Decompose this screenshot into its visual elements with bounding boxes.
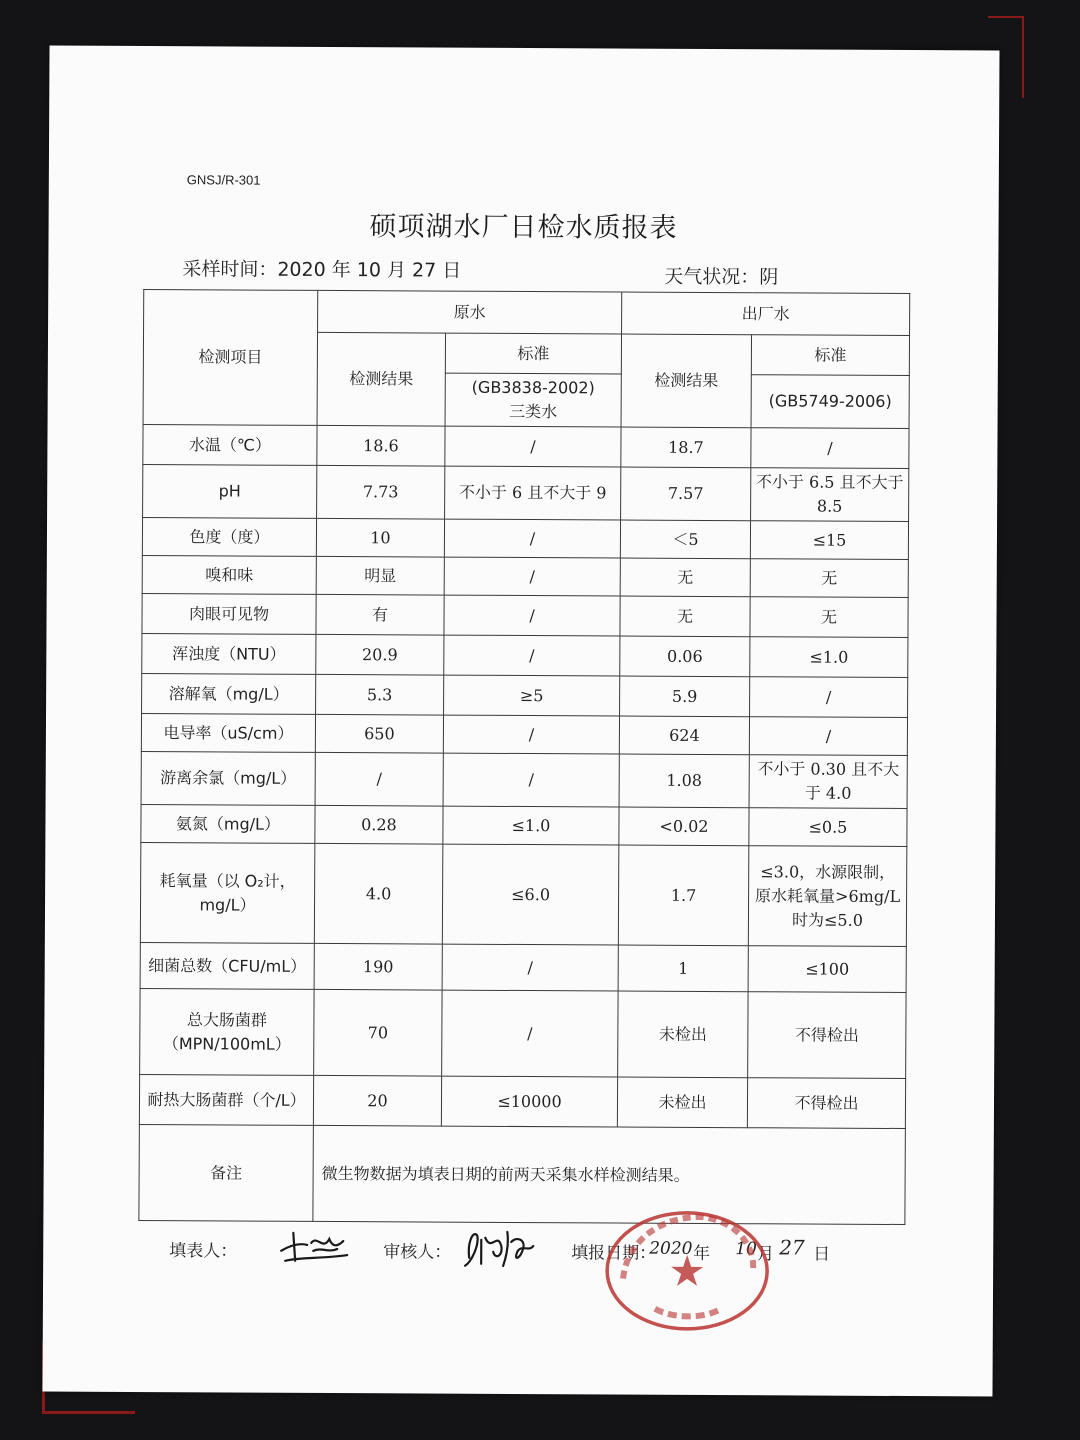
report-paper: [42, 46, 999, 1397]
raw-standard-cell: /: [442, 990, 618, 1077]
remark-text: 微生物数据为填表日期的前两天采集水样检测结果。: [313, 1125, 906, 1224]
water-quality-table: [138, 289, 910, 1225]
out-standard-cell: 不得检出: [748, 992, 906, 1079]
raw-result-cell: 10: [316, 518, 444, 557]
raw-result-cell: 5.3: [316, 674, 444, 715]
out-result-cell: 5.9: [620, 676, 750, 717]
row-item-cell: 肉眼可见物: [142, 594, 316, 635]
table-row: [142, 634, 908, 678]
date-year: 2020: [649, 1238, 693, 1259]
document-code: GNSJ/R-301: [186, 172, 261, 188]
out-standard-cell: 不小于 0.30 且不大于 4.0: [749, 755, 907, 809]
header-raw-result: 检测结果: [317, 332, 445, 426]
out-result-cell: 7.57: [621, 467, 751, 521]
raw-standard-cell: /: [444, 519, 620, 558]
raw-standard-cell: ≤6.0: [442, 844, 619, 945]
out-standard-cell: ≤100: [748, 946, 906, 993]
out-result-cell: 无: [620, 558, 750, 597]
table-row: [140, 843, 907, 947]
row-item-cell: 浑浊度（NTU）: [142, 634, 316, 675]
out-standard-cell: /: [751, 428, 909, 469]
row-item-cell: 溶解氧（mg/L）: [142, 674, 316, 715]
date-day: 27: [779, 1235, 805, 1260]
report-title: 硕项湖水厂日检水质报表: [369, 211, 678, 244]
header-raw-water: 原水: [318, 290, 622, 334]
weather-status: 天气状况：阴: [664, 265, 779, 289]
date-month-char: 月: [757, 1244, 775, 1265]
reviewer-signature: [459, 1222, 541, 1274]
raw-result-cell: /: [315, 752, 443, 806]
table-row: [141, 752, 907, 809]
raw-result-cell: 18.6: [317, 425, 445, 466]
raw-result-cell: 7.73: [317, 465, 445, 519]
table-row: [142, 674, 908, 718]
raw-result-cell: 0.28: [315, 805, 443, 844]
out-result-cell: 无: [620, 596, 750, 637]
row-item-cell: 细菌总数（CFU/mL）: [140, 943, 314, 990]
raw-result-cell: 70: [314, 989, 442, 1076]
out-standard-cell: 无: [750, 597, 908, 638]
raw-standard-cell: /: [443, 753, 619, 807]
out-result-cell: 1.7: [618, 845, 749, 946]
out-standard-cell: ≤0.5: [749, 808, 907, 847]
out-result-cell: 18.7: [621, 427, 751, 468]
out-result-cell: 1.08: [619, 754, 749, 808]
table-body: [139, 425, 909, 1129]
raw-result-cell: 20: [313, 1075, 441, 1126]
raw-result-cell: 明显: [316, 556, 444, 595]
remark-label: 备注: [139, 1125, 314, 1222]
sampling-time: 采样时间：2020 年 10 月 27 日: [182, 258, 462, 282]
raw-standard-cell: 不小于 6 且不大于 9: [445, 466, 621, 520]
row-item-cell: 水温（℃）: [143, 425, 317, 466]
out-standard-cell: /: [750, 677, 908, 718]
table-row: [142, 556, 908, 598]
table-row: [141, 805, 907, 847]
out-result-cell: 未检出: [617, 1077, 747, 1128]
date-day-char: 日: [813, 1244, 831, 1265]
raw-standard-cell: ≤1.0: [443, 806, 619, 845]
row-item-cell: 游离余氯（mg/L）: [141, 752, 315, 806]
header-raw-standard: 标准: [445, 333, 621, 374]
out-result-cell: <0.02: [619, 807, 749, 846]
out-result-cell: ＜5: [620, 520, 750, 559]
header-raw-standard-ref: [445, 373, 621, 427]
out-result-cell: 未检出: [618, 991, 748, 1078]
out-standard-cell: 无: [750, 559, 908, 598]
raw-standard-code: (GB3838-2002): [471, 377, 595, 398]
header-out-water: 出厂水: [622, 292, 910, 336]
row-item-cell: 嗅和味: [142, 556, 316, 595]
raw-standard-cell: /: [442, 944, 618, 991]
table-row: [141, 714, 907, 756]
raw-standard-cell: /: [445, 426, 621, 467]
out-result-cell: 624: [619, 716, 749, 755]
date-year-char: 年: [693, 1243, 711, 1264]
official-seal-stamp: [603, 1208, 775, 1333]
table-row: [139, 1075, 905, 1129]
header-out-result: 检测结果: [621, 334, 751, 428]
table-row: [142, 518, 908, 560]
raw-standard-class: 三类水: [509, 401, 558, 422]
table-row: [143, 425, 909, 469]
raw-standard-cell: /: [443, 715, 619, 754]
raw-standard-cell: /: [444, 635, 620, 676]
out-standard-cell: ≤15: [750, 521, 908, 560]
raw-result-cell: 650: [315, 714, 443, 753]
out-standard-cell: ≤3.0，水源限制，原水耗氧量>6mg/L 时为≤5.0: [748, 846, 907, 947]
header-out-standard-ref: (GB5749-2006): [751, 375, 909, 429]
out-result-cell: 1: [618, 945, 748, 992]
raw-standard-cell: ≥5: [444, 675, 620, 716]
date-label: 填报日期：: [571, 1243, 657, 1264]
raw-result-cell: 有: [316, 594, 444, 635]
raw-standard-cell: /: [444, 557, 620, 596]
table-row: [143, 465, 909, 522]
filler-label: 填表人：: [169, 1241, 238, 1262]
out-standard-cell: /: [749, 717, 907, 756]
out-standard-cell: ≤1.0: [750, 637, 908, 678]
date-month: 10: [735, 1239, 757, 1260]
row-item-cell: 色度（度）: [142, 518, 316, 557]
out-standard-cell: 不小于 6.5 且不大于 8.5: [751, 468, 909, 522]
raw-standard-cell: /: [444, 595, 620, 636]
row-item-cell: 氨氮（mg/L）: [141, 805, 315, 844]
header-item: 检测项目: [143, 290, 318, 426]
raw-result-cell: 20.9: [316, 634, 444, 675]
out-result-cell: 0.06: [620, 636, 750, 677]
row-item-cell: 耐热大肠菌群（个/L）: [139, 1075, 313, 1126]
out-standard-cell: 不得检出: [747, 1078, 905, 1129]
table-row: [140, 943, 906, 993]
row-item-cell: 总大肠菌群（MPN/100mL）: [140, 989, 314, 1076]
raw-result-cell: 190: [314, 943, 442, 990]
row-item-cell: 电导率（uS/cm）: [141, 714, 315, 753]
raw-result-cell: 4.0: [314, 843, 443, 944]
table-row: [140, 989, 906, 1079]
header-out-standard: 标准: [751, 335, 909, 376]
row-item-cell: 耗氧量（以 O₂计，mg/L）: [140, 843, 315, 944]
row-item-cell: pH: [143, 465, 317, 519]
filler-signature: [277, 1221, 355, 1271]
reviewer-label: 审核人：: [383, 1242, 452, 1263]
table-row: [142, 594, 908, 638]
raw-standard-cell: ≤10000: [441, 1076, 617, 1127]
